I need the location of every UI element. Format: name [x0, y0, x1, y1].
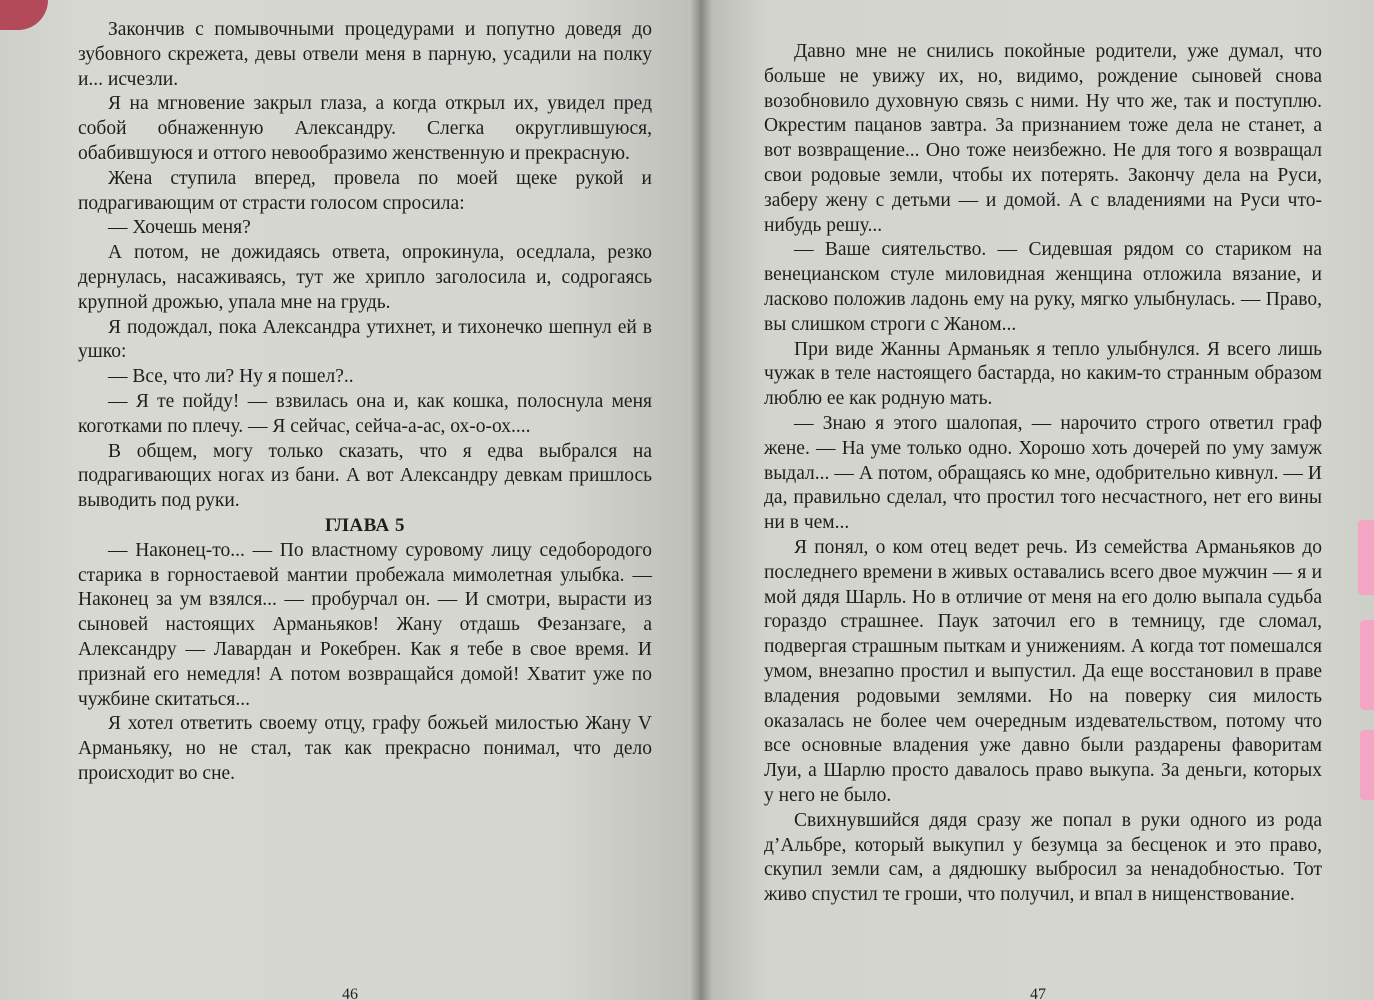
book-gutter	[690, 0, 712, 1000]
paragraph: — Знаю я этого шалопая, — нарочито строго ответил граф жене. — На уме только одно. Хорошо хоть дочерей по уму замуж выдал... — А потом, обращаясь ко мне, одобрительно кивнул. — И да, правильно сделал, что простил того несчастного, нет его вины ни в чем...	[764, 412, 1322, 534]
right-page-text	[764, 40, 1322, 908]
paragraph: — Ваше сиятельство. — Сидевшая рядом со стариком на венецианском стуле миловидная женщина отложила вязание, и ласково положив ладонь ему на руку, мягко улыбнулась. — Право, вы слишком строги с Жаном...	[764, 239, 1322, 335]
sticky-tab	[1360, 620, 1374, 710]
paragraph: — Все, что ли? Ну я пошел?..	[108, 366, 354, 388]
paragraph: — Хочешь меня?	[108, 217, 251, 239]
page-number-left: 46	[342, 986, 358, 1000]
left-page-text	[78, 18, 652, 787]
paragraph: Я на мгновение закрыл глаза, а когда открыл их, увидел пред собой обнаженную Александру. Слегка округлившуюся, обабившуюся и оттого невообразимо женственную и прекрасную.	[78, 93, 652, 164]
paragraph: Давно мне не снились покойные родители, уже думал, что больше не увижу их, но, видимо, рождение сыновей снова возобновило духовную связь с ними. Ну что же, так и поступлю. Окрестим пацанов завтра. За признанием тоже дела не станет, а вот возвращение... Оно тоже неизбежно. Не для того я возвращал свои родовые земли, чтобы их потерять. Закончу дела на Руси, заберу жену с детьми — и домой. А с владениями на Руси что-нибудь решу...	[764, 41, 1322, 236]
paragraph: При виде Жанны Арманьяк я тепло улыбнулся. Я всего лишь чужак в теле настоящего бастарда, но каким-то странным образом люблю ее как родную мать.	[764, 338, 1322, 410]
page-corner-decoration	[0, 0, 48, 30]
paragraph: Жена ступила вперед, провела по моей щеке рукой и подрагивающим от страсти голосом спросила:	[78, 167, 652, 214]
paragraph: Закончив с помывочными процедурами и попутно доведя до зубовного скрежета, девы отвели меня в парную, усадили на полку и... исчезли.	[78, 19, 652, 90]
paragraph: В общем, могу только сказать, что я едва выбрался на подрагивающих ногах из бани. А вот Александру девкам пришлось выводить под руки.	[78, 440, 652, 512]
sticky-tab	[1360, 730, 1374, 800]
paragraph: — Наконец-то... — По властному суровому лицу седобородого старика в горностаевой мантии пробежала мимолетная улыбка. — Наконец за ум взялся... — пробурчал он. — И смотри, вырасти из сыновей настоящих Арманьяков! Жану отдашь Фезанзаге, а Александру — Лавардан и Рокебрен. Как я тебе в свое время. И признай его немедля! А потом возвращайся домой! Хватит уже по чужбине скитаться...	[78, 539, 652, 710]
paragraph: Я подождал, пока Александра утихнет, и тихонечко шепнул ей в ушко:	[78, 316, 652, 363]
paragraph: — Я те пойду! — взвилась она и, как кошка, полоснула меня коготками по плечу. — Я сейчас, сейча-а-ас, ох-о-ох....	[78, 390, 652, 437]
chapter-title: ГЛАВА 5	[324, 514, 406, 536]
sticky-tab	[1358, 520, 1374, 595]
paragraph: Свихнувшийся дядя сразу же попал в руки одного из рода д’Альбре, который выкупил у безумца за бесценок и это право, скупил земли сам, а дядюшку выбросил за ненадобностью. Тот живо спустил те гроши, что получил, и впал в нищенствование.	[764, 809, 1322, 906]
paragraph: Я понял, о ком отец ведет речь. Из семейства Арманьяков до последнего времени в живых оставались всего двое мужчин — я и мой дядя Шарль. Но в отличие от меня на его долю выпала судьба гораздо страшнее. Паук заточил его в темницу, где сломал, подвергая страшным пыткам и унижениям. А когда тот помешался умом, внезапно простил и выпустил. Да еще восстановил в праве владения родовыми землями. Но на поверку сия милость оказалась не более чем очередным издевательством, потому что все основные владения уже давно были раздарены фаворитам Луи, а Шарлю просто давалось право выкупа. За деньги, которых у него не было.	[764, 536, 1322, 806]
page-number-right: 47	[1030, 986, 1046, 1000]
paragraph: А потом, не дожидаясь ответа, опрокинула, оседлала, резко дернулась, насаживаясь, тут же хрипло заголосила и, содрогаясь крупной дрожью, упала мне на грудь.	[78, 242, 652, 313]
paragraph: Я хотел ответить своему отцу, графу божьей милостью Жану V Арманьяку, но не стал, так как прекрасно понимал, что дело происходит во сне.	[78, 713, 652, 784]
right-page	[700, 0, 1374, 1000]
